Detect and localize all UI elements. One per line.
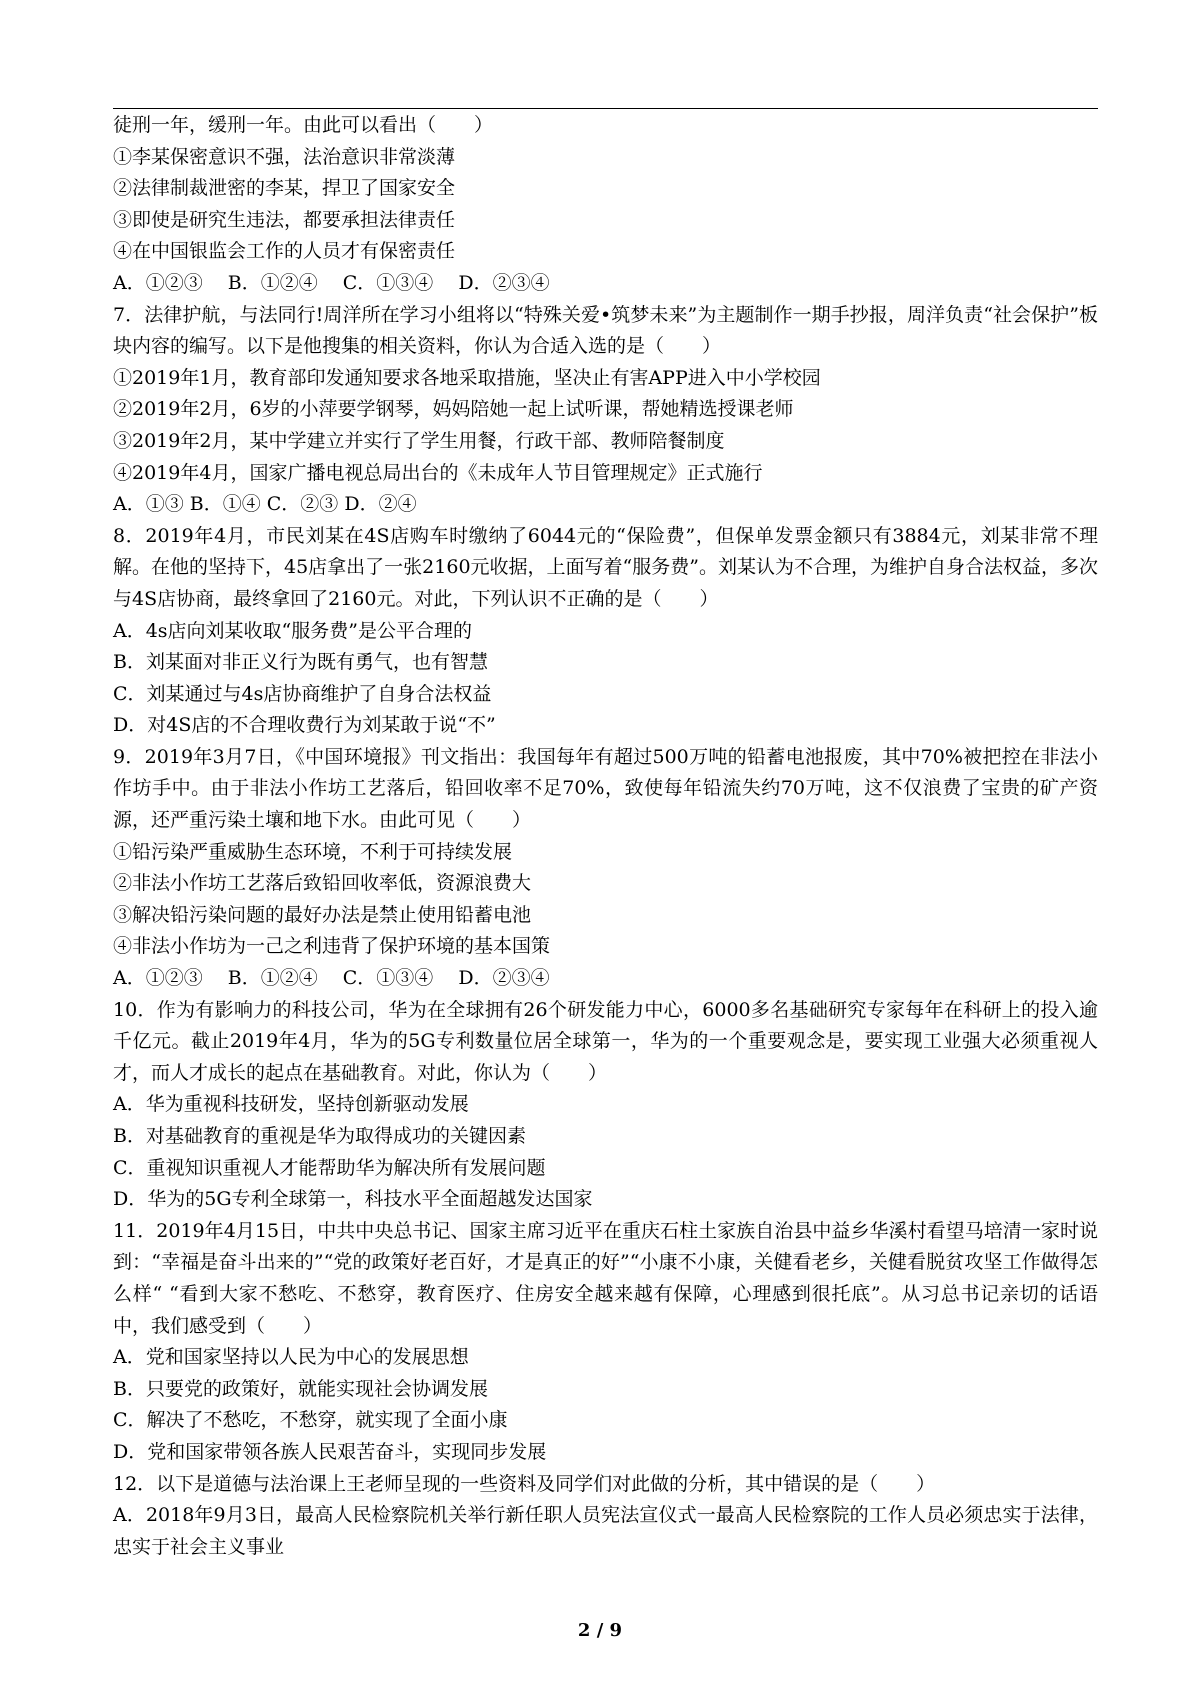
text-line: ③2019年2月，某中学建立并实行了学生用餐，行政干部、教师陪餐制度 [113,429,725,452]
question-paragraph: 8．2019年4月，市民刘某在4S店购车时缴纳了6044元的“保险费”，但保单发票金额只有3884元，刘某非常不理解。在他的坚持下，45店拿出了一张2160元收据，上面写着“服务费”。刘某认为不合理，为维护自身合法权益，多次与4S店协商，最终拿回了2160元。对此，下列认识不正确的是（ ） [113,524,1098,610]
text-line: B．对基础教育的重视是华为取得成功的关键因素 [113,1125,526,1147]
text-line: C．刘某通过与4s店协商维护了自身合法权益 [113,682,492,705]
text-line: A．①③ B．①④ C．②③ D．②④ [113,493,417,516]
text-line: A．①②③ B．①②④ C．①③④ D．②③④ [113,967,550,990]
text-line: D．华为的5G专利全球第一，科技水平全面超越发达国家 [113,1188,593,1211]
text-line: ②非法小作坊工艺落后致铅回收率低，资源浪费大 [113,872,532,895]
text-line: 12．以下是道德与法治课上王老师呈现的一些资料及同学们对此做的分析，其中错误的是（ ） [113,1472,936,1495]
text-line: ①铅污染严重威胁生态环境，不利于可持续发展 [113,840,513,863]
page-number: 2 / 9 [577,1620,623,1641]
text-line: ④非法小作坊为一己之利违背了保护环境的基本国策 [113,935,551,958]
text-line: ②2019年2月，6岁的小萍要学钢琴，妈妈陪她一起上试听课，帮她精选授课老师 [113,398,794,421]
question-paragraph: 10．作为有影响力的科技公司，华为在全球拥有26个研发能力中心，6000多名基础研究专家每年在科研上的投入逾千亿元。截止2019年4月，华为的5G专利数量位居全球第一，华为的一个重要观念是，要实现工业强大必须重视人才，而人才成长的起点在基础教育。对此，你认为（ ） [113,998,1098,1084]
question-paragraph: 11．2019年4月15日，中共中央总书记、国家主席习近平在重庆石柱土家族自治县中益乡华溪村看望马培清一家时说到：“幸福是奋斗出来的”“党的政策好老百好，才是真正的好”“小康不小康，关健看老乡，关健看脱贫攻坚工作做得怎么样“ “看到大家不愁吃、不愁穿，教育医疗、住房安全越来越有保障，心理感到很托底”。从习总书记亲切的话语中，我们感受到（ ） [113,1219,1098,1337]
text-line: B．只要党的政策好，就能实现社会协调发展 [113,1377,488,1400]
text-line: A．党和国家坚持以人民为中心的发展思想 [113,1346,469,1369]
header-rule [113,108,1098,109]
text-line: D．对4S店的不合理收费行为刘某敢于说“不” [113,714,496,737]
exam-page-content [113,110,1098,1563]
text-line: C．解决了不愁吃，不愁穿，就实现了全面小康 [113,1409,508,1432]
text-line: ④2019年4月，国家广播电视总局出台的《未成年人节目管理规定》正式施行 [113,461,763,484]
text-line: B．刘某面对非正义行为既有勇气，也有智慧 [113,651,488,674]
question-paragraph: A．2018年9月3日，最高人民检察院机关举行新任职人员宪法宣仪式一最高人民检察院的工作人员必须忠实于法律，忠实于社会主义事业 [113,1504,1098,1558]
text-line: ①2019年1月，教育部印发通知要求各地采取措施，坚决止有害APP进入中小学校园 [113,366,821,389]
text-line: ②法律制裁泄密的李某，捍卫了国家安全 [113,177,456,200]
question-paragraph: 7．法律护航，与法同行!周洋所在学习小组将以“特殊关爱•筑梦未来”为主题制作一期手抄报，周洋负责“社会保护”板块内容的编写。以下是他搜集的相关资料，你认为合适入选的是（ ） [113,303,1098,358]
text-line: ④在中国银监会工作的人员才有保密责任 [113,240,456,263]
text-line: ③即使是研究生违法，都要承担法律责任 [113,208,456,231]
text-line: A．4s店向刘某收取“服务费”是公平合理的 [113,619,472,642]
text-line: D．党和国家带领各族人民艰苦奋斗，实现同步发展 [113,1440,547,1463]
text-line: ③解决铅污染问题的最好办法是禁止使用铅蓄电池 [113,903,532,926]
text-line: A．①②③ B．①②④ C．①③④ D．②③④ [113,271,550,294]
text-line: 徒刑一年，缓刑一年。由此可以看出（ ） [113,114,494,136]
text-line: A．华为重视科技研发，坚持创新驱动发展 [113,1093,469,1116]
question-paragraph: 9．2019年3月7日，《中国环境报》刊文指出：我国每年有超过500万吨的铅蓄电池报废，其中70%被把控在非法小作坊手中。由于非法小作坊工艺落后，铅回收率不足70%，致使每年铅流失约70万吨，这不仅浪费了宝贵的矿产资源，还严重污染土壤和地下水。由此可见（ ） [113,745,1098,832]
text-line: ①李某保密意识不强，法治意识非常淡薄 [113,145,456,168]
text-line: C．重视知识重视人才能帮助华为解决所有发展问题 [113,1156,546,1179]
